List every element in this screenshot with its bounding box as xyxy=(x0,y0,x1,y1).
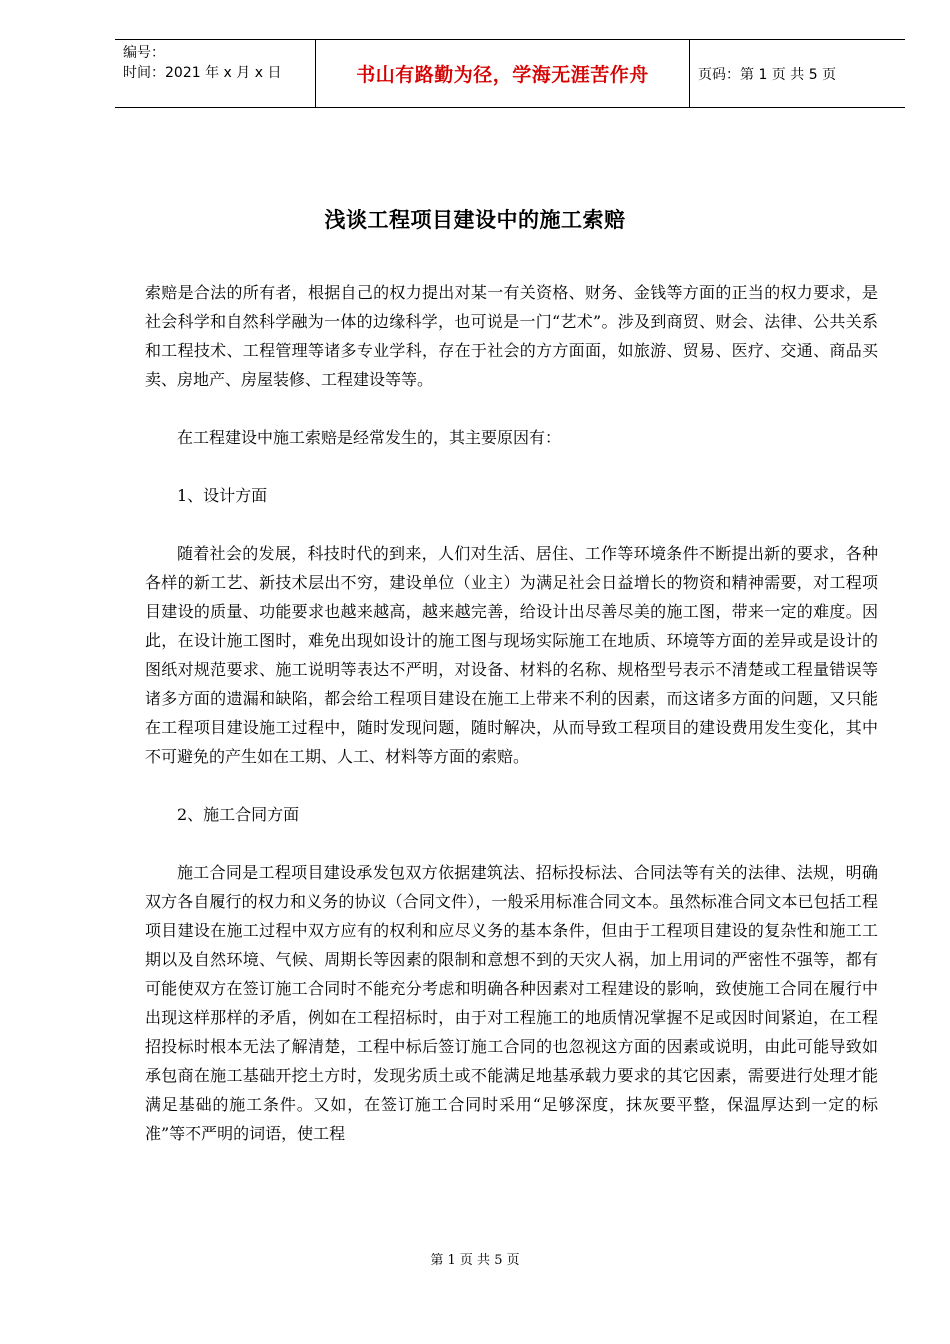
page-info-text: 页码：第 1 页 共 5 页 xyxy=(698,66,837,83)
paragraph-design: 随着社会的发展，科技时代的到来，人们对生活、居住、工作等环境条件不断提出新的要求，各种各样的新工艺、新技术层出不穷，建设单位（业主）为满足社会日益增长的物资和精神需要，对工程项目建设的质量、功能要求也越来越高，越来越完善，给设计出尽善尽美的施工图，带来一定的难度。因此，在设计施工图时，难免出现如设计的施工图与现场实际施工在地质、环境等方面的差异或是设计的图纸对规范要求、施工说明等表达不严明，对设备、材料的名称、规格型号表示不清楚或工程量错误等诸多方面的遗漏和缺陷，都会给工程项目建设在施工上带来不利的因素，而这诸多方面的问题，又只能在工程项目建设施工过程中，随时发现问题，随时解决，从而导致工程项目的建设费用发生变化，其中不可避免的产生如在工期、人工、材料等方面的索赔。 xyxy=(145,544,878,766)
page-info-cell xyxy=(690,40,905,107)
paragraph-reasons-lead: 在工程建设中施工索赔是经常发生的，其主要原因有： xyxy=(177,428,562,447)
section-heading-design: 1、设计方面 xyxy=(177,486,268,505)
motto-text: 书山有路勤为径，学海无涯苦作舟 xyxy=(356,64,649,86)
time-label: 时间：2021 年 x 月 x 日 xyxy=(123,65,282,81)
header-info-cell xyxy=(115,40,316,107)
section-heading-contract: 2、施工合同方面 xyxy=(177,805,300,824)
document-body xyxy=(145,278,878,1177)
motto-cell xyxy=(316,40,690,107)
paragraph-intro: 索赔是合法的所有者，根据自己的权力提出对某一有关资格、财务、金钱等方面的正当的权力要求，是社会科学和自然科学融为一体的边缘科学，也可说是一门“艺术”。涉及到商贸、财会、法律、公共关系和工程技术、工程管理等诸多专业学科，存在于社会的方方面面，如旅游、贸易、医疗、交通、商品买卖、房地产、房屋装修、工程建设等等。 xyxy=(145,283,878,389)
paragraph-contract: 施工合同是工程项目建设承发包双方依据建筑法、招标投标法、合同法等有关的法律、法规，明确双方各自履行的权力和义务的协议（合同文件），一般采用标准合同文本。虽然标准合同文本已包括工程项目建设在施工过程中双方应有的权利和应尽义务的基本条件，但由于工程项目建设的复杂性和施工工期以及自然环境、气候、周期长等因素的限制和意想不到的天灾人祸，加上用词的严密性不强等，都有可能使双方在签订施工合同时不能充分考虑和明确各种因素对工程建设的影响，致使施工合同在履行中出现这样那样的矛盾，例如在工程招标时，由于对工程施工的地质情况掌握不足或因时间紧迫，在工程招投标时根本无法了解清楚，工程中标后签订施工合同的也忽视这方面的因素或说明，由此可能导致如承包商在施工基础开挖土方时，发现劣质土或不能满足地基承载力要求的其它因素，需要进行处理才能满足基础的施工条件。又如，在签订施工合同时采用“足够深度，抹灰要平整，保温厚达到一定的标准”等不严明的词语，使工程 xyxy=(145,863,878,1143)
header-table xyxy=(115,39,905,108)
document-title: 浅谈工程项目建设中的施工索赔 xyxy=(324,208,626,232)
page-footer: 第 1 页 共 5 页 xyxy=(430,1253,520,1268)
number-label: 编号： xyxy=(123,45,165,61)
